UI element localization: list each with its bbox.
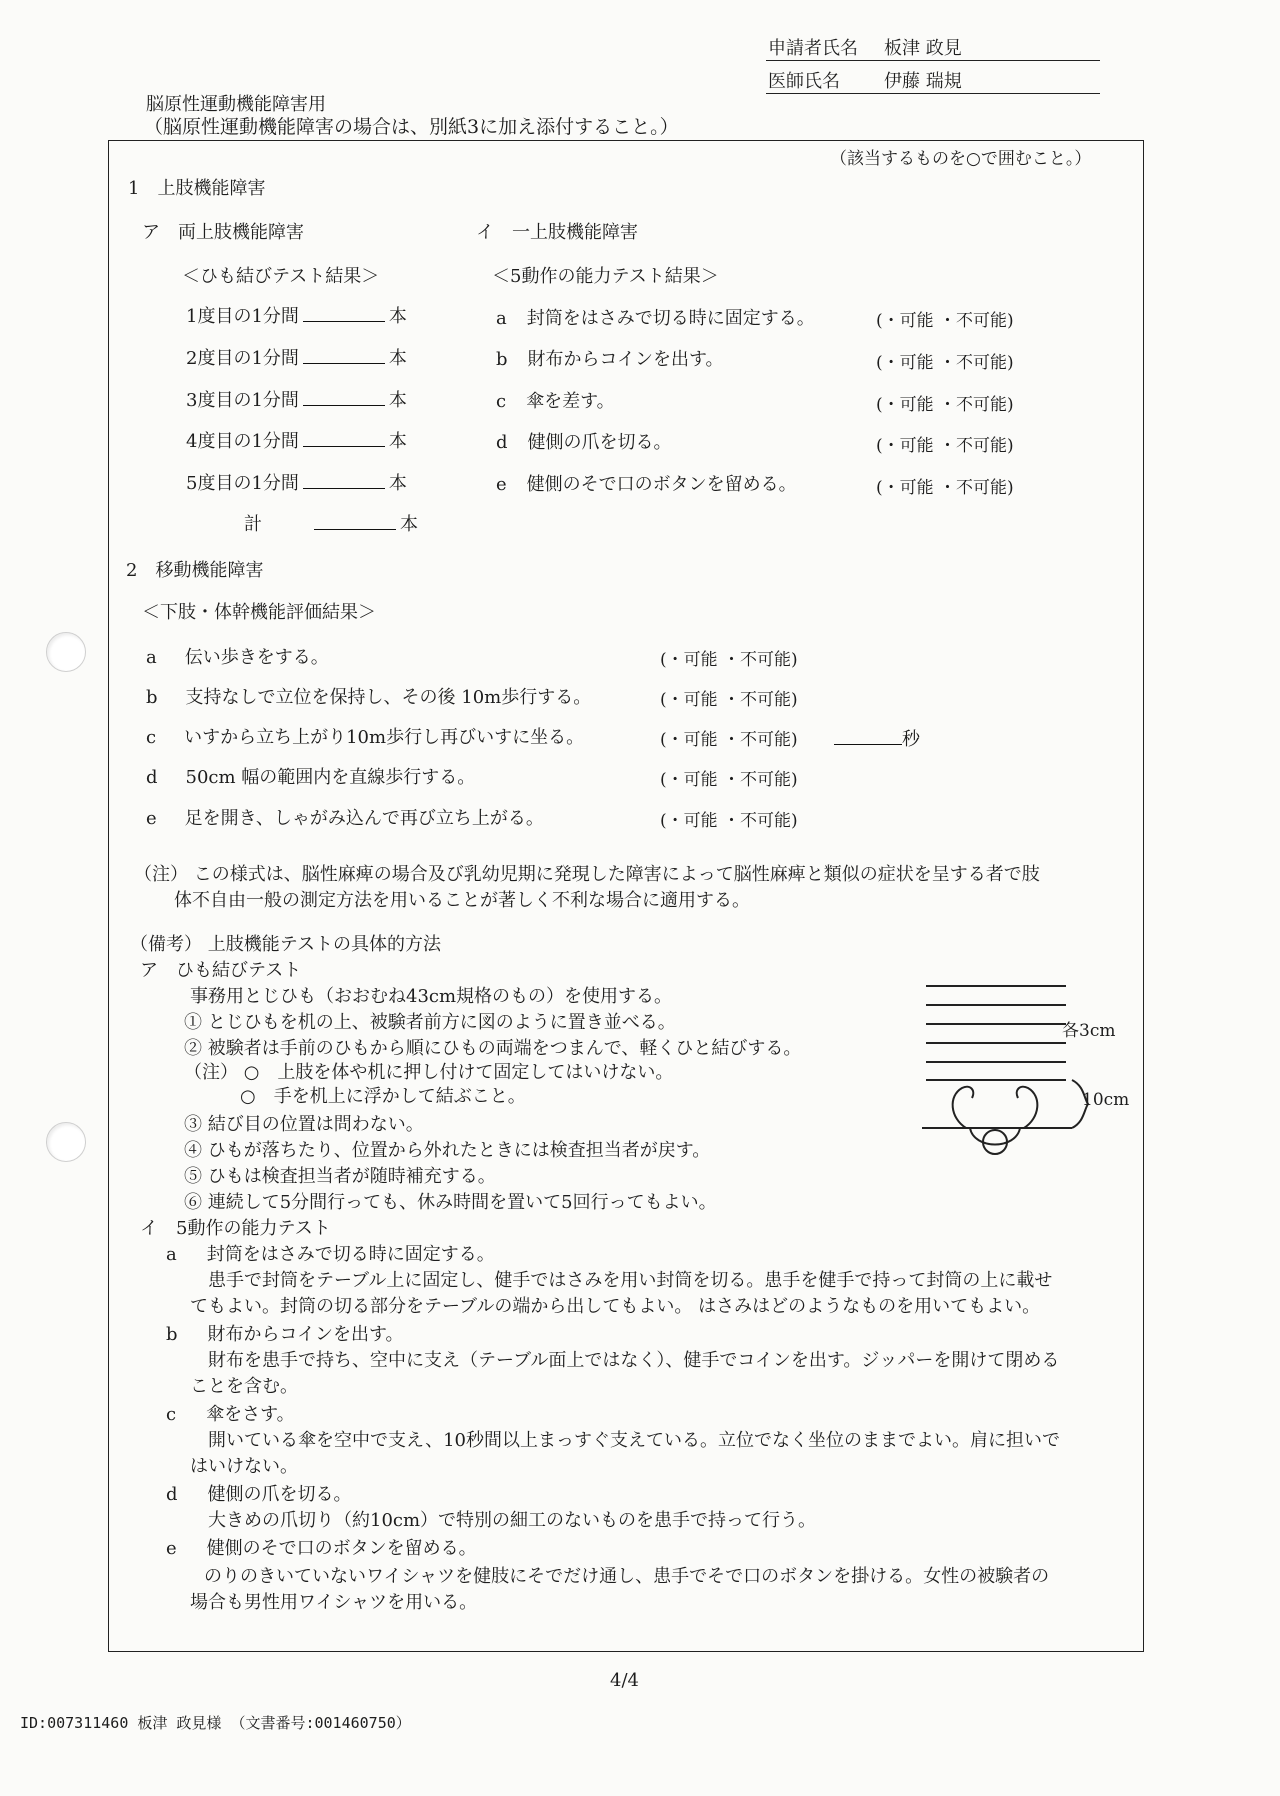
himo-total-row: 計 本: [244, 514, 418, 535]
page-number: 4/4: [610, 1670, 639, 1691]
mobility-row-e: e 足を開き、しゃがみ込んで再び立ち上がる。: [146, 808, 544, 829]
section1-i-heading: イ 一上肢機能障害: [476, 222, 638, 243]
five-row-b: b 財布からコインを出す。: [496, 349, 724, 370]
five-row-a: a 封筒をはさみで切る時に固定する。: [496, 308, 815, 329]
five-test-heading: ＜5動作の能力テスト結果＞: [492, 266, 719, 287]
remarks-a-line-6: ④ ひもが落ちたり、位置から外れたときには検査担当者が戻す。: [184, 1140, 711, 1161]
remarks-i-heading: イ 5動作の能力テスト: [140, 1218, 331, 1239]
remarks-a-heading: ア ひも結びテスト: [140, 960, 302, 981]
five-row-e: e 健側のそで口のボタンを留める。: [496, 474, 797, 495]
document-id-line: ID:007311460 板津 政見様 （文書番号:001460750）: [20, 1714, 411, 1732]
five-row-e-option[interactable]: (・可能 ・不可能): [876, 478, 1014, 498]
note-line-1: （注） この様式は、脳性麻痺の場合及び乳幼児期に発現した障害によって脳性麻痺と類似の症状を呈する者で肢: [134, 864, 1040, 885]
section1-heading: 1 上肢機能障害: [128, 178, 266, 199]
doctor-label: 医師氏名: [768, 71, 840, 92]
himo-row-1: 1度目の1分間 本: [186, 306, 407, 327]
remarks-i-b-title: b 財布からコインを出す。: [166, 1324, 404, 1345]
punch-hole-top: [46, 632, 86, 672]
count-blank[interactable]: [303, 474, 385, 489]
remarks-i-c-line-1: はいけない。: [190, 1456, 298, 1477]
applicant-underline: [766, 60, 1100, 61]
remarks-i-e-line-1: 場合も男性用ワイシャツを用いる。: [190, 1592, 478, 1613]
remarks-i-a-line-1: てもよい。封筒の切る部分をテーブルの端から出してもよい。 はさみはどのようなものを用いてもよい。: [190, 1296, 1041, 1317]
five-row-d-option[interactable]: (・可能 ・不可能): [876, 436, 1014, 456]
remarks-i-d-title: d 健側の爪を切る。: [166, 1484, 352, 1505]
mobility-row-c: c いすから立ち上がり10m歩行し再びいすに坐る。: [146, 727, 585, 748]
remarks-i-e-title: e 健側のそで口のボタンを留める。: [166, 1538, 477, 1559]
mobility-row-a: a 伝い歩きをする。: [146, 647, 329, 668]
note-line-2: 体不自由一般の測定方法を用いることが著しく不利な場合に適用する。: [174, 890, 750, 911]
remarks-a-line-7: ⑤ ひもは検査担当者が随時補充する。: [184, 1166, 496, 1187]
left-arm: [953, 1087, 974, 1128]
mobility-row-e-option[interactable]: (・可能 ・不可能): [660, 811, 798, 831]
section2-sub-heading: ＜下肢・体幹機能評価結果＞: [142, 602, 376, 623]
head: [983, 1130, 1007, 1154]
seconds-blank[interactable]: [834, 730, 902, 745]
doctor-underline: [766, 93, 1100, 94]
total-blank[interactable]: [314, 515, 396, 530]
mobility-row-c-option[interactable]: (・可能 ・不可能): [660, 730, 798, 750]
remarks-i-b-line-1: ことを含む。: [190, 1376, 298, 1397]
five-row-a-option[interactable]: (・可能 ・不可能): [876, 311, 1014, 331]
section1-a-heading: ア 両上肢機能障害: [142, 222, 304, 243]
count-blank[interactable]: [303, 432, 385, 447]
mobility-row-a-option[interactable]: (・可能 ・不可能): [660, 650, 798, 670]
remarks-i-d-line-0: 大きめの爪切り（約10cm）で特別の細工のないものを患手で持って行う。: [208, 1510, 817, 1531]
right-arm: [1017, 1087, 1038, 1128]
himo-row-4: 4度目の1分間 本: [186, 431, 407, 452]
count-blank[interactable]: [303, 349, 385, 364]
remarks-a-line-0: 事務用とじひも（おおむね43cm規格のもの）を使用する。: [190, 986, 673, 1007]
five-row-b-option[interactable]: (・可能 ・不可能): [876, 353, 1014, 373]
five-row-d: d 健側の爪を切る。: [496, 432, 672, 453]
remarks-i-e-line-0: のりのきいていないワイシャツを健肢にそでだけ通し、患手でそで口のボタンを掛ける。女性の被験者の: [204, 1566, 1050, 1587]
five-row-c-option[interactable]: (・可能 ・不可能): [876, 395, 1014, 415]
seconds-field: 秒: [834, 725, 920, 751]
remarks-i-c-title: c 傘をさす。: [166, 1404, 295, 1425]
remarks-a-line-1: ① とじひもを机の上、被験者前方に図のように置き並べる。: [184, 1012, 676, 1033]
count-blank[interactable]: [303, 391, 385, 406]
remarks-i-c-line-0: 開いている傘を空中で支え、10秒間以上まっすぐ支えている。立位でなく坐位のままでよい。肩に担いで: [208, 1430, 1060, 1451]
form-title: 脳原性運動機能障害用: [146, 94, 326, 115]
himo-row-3: 3度目の1分間 本: [186, 390, 407, 411]
remarks-i-a-line-0: 患手で封筒をテーブル上に固定し、健手ではさみを用い封筒を切る。患手を健手で持って封筒の上に載せ: [208, 1270, 1053, 1291]
remarks-a-line-4: ○ 手を机上に浮かして結ぶこと。: [240, 1086, 526, 1107]
five-row-c: c 傘を差す。: [496, 391, 615, 412]
doctor-name: 伊藤 瑞規: [884, 71, 962, 92]
remarks-i-b-line-0: 財布を患手で持ち、空中に支え（テーブル面上ではなく）、健手でコインを出す。ジッパーを開けて閉める: [208, 1350, 1060, 1371]
himo-row-2: 2度目の1分間 本: [186, 348, 407, 369]
mobility-row-d: d 50cm 幅の範囲内を直線歩行する。: [146, 767, 476, 788]
remarks-a-line-5: ③ 結び目の位置は問わない。: [184, 1114, 424, 1135]
applicant-label: 申請者氏名: [768, 38, 858, 59]
mobility-row-b-option[interactable]: (・可能 ・不可能): [660, 690, 798, 710]
mobility-row-b: b 支持なしで立位を保持し、その後 10m歩行する。: [146, 687, 592, 708]
punch-hole-bottom: [46, 1122, 86, 1162]
remarks-a-line-3: （注） ○ 上肢を体や机に押し付けて固定してはいけない。: [184, 1062, 674, 1083]
mobility-row-d-option[interactable]: (・可能 ・不可能): [660, 770, 798, 790]
string-layout-diagram: [912, 978, 1132, 1164]
applicant-name: 板津 政見: [884, 38, 962, 59]
remarks-i-a-title: a 封筒をはさみで切る時に固定する。: [166, 1244, 495, 1265]
section2-heading: 2 移動機能障害: [126, 560, 264, 581]
instruction: （該当するものを○で囲むこと。）: [830, 149, 1092, 169]
diagram-distance-label: 10cm: [1082, 1090, 1130, 1110]
remarks-a-line-2: ② 被験者は手前のひもから順にひもの両端をつまんで、軽くひと結びする。: [184, 1038, 802, 1059]
diagram-spacing-label: 各3cm: [1062, 1021, 1116, 1041]
remarks-heading: （備考） 上肢機能テストの具体的方法: [130, 934, 441, 955]
form-subtitle: （脳原性運動機能障害の場合は、別紙3に加え添付すること。）: [144, 116, 679, 138]
himo-row-5: 5度目の1分間 本: [186, 473, 407, 494]
himo-heading: ＜ひも結びテスト結果＞: [182, 266, 380, 287]
remarks-a-line-8: ⑥ 連続して5分間行っても、休み時間を置いて5回行ってもよい。: [184, 1192, 717, 1213]
count-blank[interactable]: [303, 307, 385, 322]
